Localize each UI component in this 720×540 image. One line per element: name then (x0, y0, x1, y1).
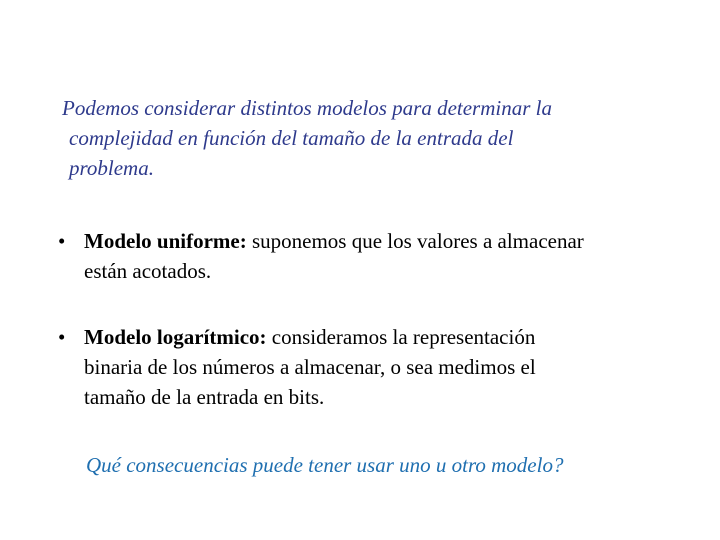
bullet-line-2: están acotados. (84, 259, 212, 283)
bullet-line-3: tamaño de la entrada en bits. (84, 385, 325, 409)
bullet-marker: • (58, 325, 66, 349)
bullet-marker: • (58, 229, 66, 253)
bullet-logarithmic-model (58, 322, 678, 412)
bullet-line-2: binaria de los números a almacenar, o sea medimos el (84, 355, 536, 379)
closing-question: Qué consecuencias puede tener usar uno u otro modelo? (86, 453, 564, 477)
bullet-line-1: consideramos la representación (266, 325, 536, 349)
bullet-line (84, 322, 678, 352)
bullet-text (84, 226, 678, 286)
bullet-text (84, 322, 678, 412)
intro-line-2: complejidad en función del tamaño de la entrada del (69, 126, 514, 150)
intro-paragraph (62, 93, 662, 183)
bullet-uniform-model (58, 226, 678, 286)
bullet-label: Modelo logarítmico: (84, 325, 267, 349)
bullet-label: Modelo uniforme: (84, 229, 247, 253)
intro-line-3: problema. (69, 156, 154, 180)
intro-line-1: Podemos considerar distintos modelos para determinar la (62, 96, 552, 120)
bullet-line-1: suponemos que los valores a almacenar (246, 229, 584, 253)
bullet-line (84, 226, 678, 256)
